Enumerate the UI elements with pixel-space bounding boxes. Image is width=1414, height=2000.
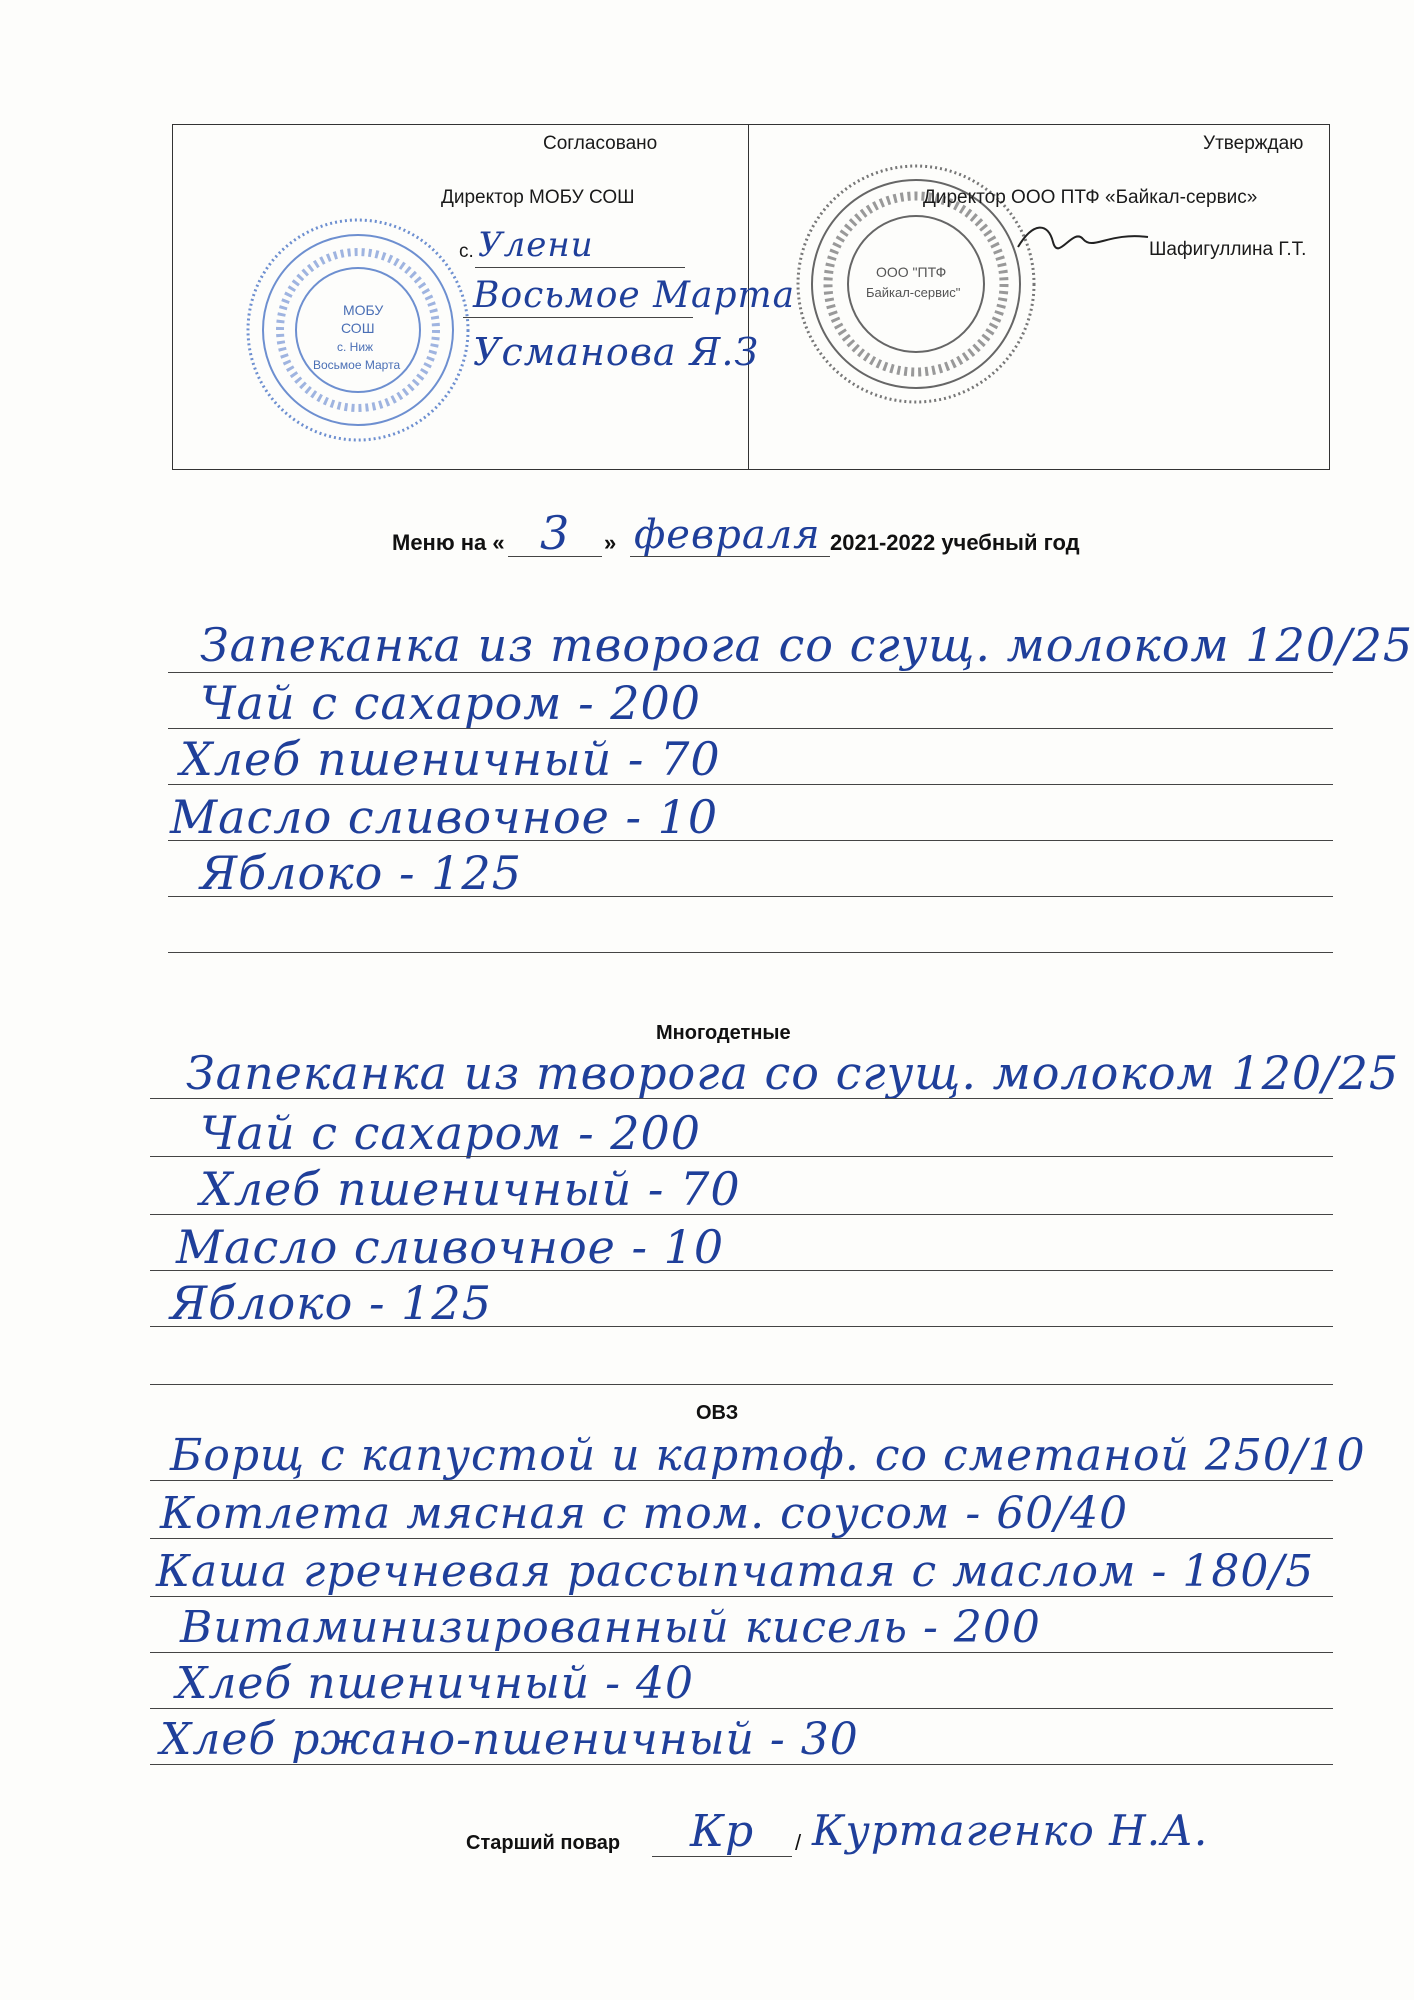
footer-cook-name: Куртагенко Н.А. bbox=[812, 1806, 1209, 1855]
ovz-rule-3 bbox=[150, 1596, 1333, 1597]
main-rule-5 bbox=[168, 896, 1333, 897]
left-village-rule-2 bbox=[463, 317, 693, 318]
left-approval-position: Директор МОБУ СОШ bbox=[441, 187, 635, 208]
right-stamp-line1: ООО "ПТФ bbox=[876, 264, 947, 280]
menu-day-rule bbox=[508, 556, 602, 557]
left-village-prefix: с. bbox=[459, 241, 474, 262]
right-approval-name: Шафигуллина Г.Т. bbox=[1149, 239, 1307, 260]
left-stamp-svg bbox=[243, 215, 473, 445]
large-families-rule-1 bbox=[150, 1098, 1333, 1099]
large-families-item-5: Яблоко - 125 bbox=[170, 1276, 492, 1330]
menu-title-prefix: Меню на « bbox=[392, 530, 505, 555]
approval-block bbox=[172, 124, 1330, 470]
large-families-item-1: Запеканка из творога со сгущ. молоком 120/25 bbox=[186, 1046, 1400, 1100]
large-families-rule-4 bbox=[150, 1270, 1333, 1271]
menu-title-month: февраля bbox=[634, 512, 821, 558]
ovz-item-3: Каша гречневая рассыпчатая с маслом - 180/5 bbox=[156, 1546, 1315, 1597]
main-rule-3 bbox=[168, 784, 1333, 785]
ovz-rule-2 bbox=[150, 1538, 1333, 1539]
ovz-rule-6 bbox=[150, 1764, 1333, 1765]
left-village-handwritten: Улени bbox=[478, 225, 594, 265]
left-village-handwritten-2: Восьмое Марта bbox=[473, 275, 796, 316]
ovz-item-4: Витаминизированный кисель - 200 bbox=[180, 1602, 1041, 1653]
large-families-item-3: Хлеб пшеничный - 70 bbox=[200, 1162, 741, 1216]
ovz-rule-1 bbox=[150, 1480, 1333, 1481]
ovz-rule-5 bbox=[150, 1708, 1333, 1709]
ovz-item-2: Котлета мясная с том. соусом - 60/40 bbox=[160, 1488, 1129, 1539]
menu-title-day: 3 bbox=[540, 506, 571, 560]
large-families-rule-2 bbox=[150, 1156, 1333, 1157]
left-approval-title: Согласовано bbox=[543, 133, 658, 154]
left-director-signature: Усманова Я.З bbox=[473, 330, 760, 374]
left-stamp-line2: СОШ bbox=[341, 320, 375, 336]
main-rule-4 bbox=[168, 840, 1333, 841]
menu-month-rule bbox=[630, 556, 830, 557]
large-families-item-2: Чай с сахаром - 200 bbox=[200, 1106, 702, 1160]
large-families-rule-3 bbox=[150, 1214, 1333, 1215]
main-rule-2 bbox=[168, 728, 1333, 729]
ovz-rule-4 bbox=[150, 1652, 1333, 1653]
main-item-1: Запеканка из творога со сгущ. молоком 120/25 bbox=[200, 618, 1414, 672]
large-families-title: Многодетные bbox=[656, 1022, 791, 1044]
left-stamp-line1: МОБУ bbox=[343, 302, 384, 318]
large-families-rule-5 bbox=[150, 1326, 1333, 1327]
ovz-item-1: Борщ с капустой и картоф. со сметаной 250/10 bbox=[170, 1430, 1366, 1481]
right-approval-position: Директор ООО ПТФ «Байкал-сервис» bbox=[923, 187, 1258, 208]
left-stamp-line3: с. Ниж bbox=[337, 340, 374, 354]
right-approval-title: Утверждаю bbox=[1203, 133, 1304, 154]
menu-title-middle: » bbox=[604, 530, 617, 555]
footer-signature: Кр bbox=[690, 1806, 755, 1857]
footer-slash: / bbox=[795, 1830, 802, 1855]
main-rule-1 bbox=[168, 672, 1333, 673]
menu-title-suffix: 2021-2022 учебный год bbox=[830, 530, 1080, 555]
main-item-5: Яблоко - 125 bbox=[200, 846, 522, 900]
left-village-rule bbox=[475, 267, 685, 268]
main-item-2: Чай с сахаром - 200 bbox=[200, 676, 702, 730]
main-rule-6 bbox=[168, 952, 1333, 953]
footer-label: Старший повар bbox=[466, 1832, 621, 1854]
ovz-item-6: Хлеб ржано-пшеничный - 30 bbox=[160, 1714, 859, 1765]
main-item-4: Масло сливочное - 10 bbox=[170, 790, 719, 844]
ovz-item-5: Хлеб пшеничный - 40 bbox=[176, 1658, 694, 1709]
right-director-signature bbox=[1013, 217, 1153, 257]
footer-signature-rule bbox=[652, 1856, 792, 1857]
large-families-rule-6 bbox=[150, 1384, 1333, 1385]
large-families-item-4: Масло сливочное - 10 bbox=[176, 1220, 725, 1274]
ovz-title: ОВЗ bbox=[696, 1402, 739, 1424]
left-stamp-line4: Восьмое Марта bbox=[313, 358, 401, 372]
main-item-3: Хлеб пшеничный - 70 bbox=[180, 732, 721, 786]
left-stamp-seal bbox=[243, 215, 473, 445]
right-stamp-line2: Байкал-сервис" bbox=[866, 285, 961, 300]
